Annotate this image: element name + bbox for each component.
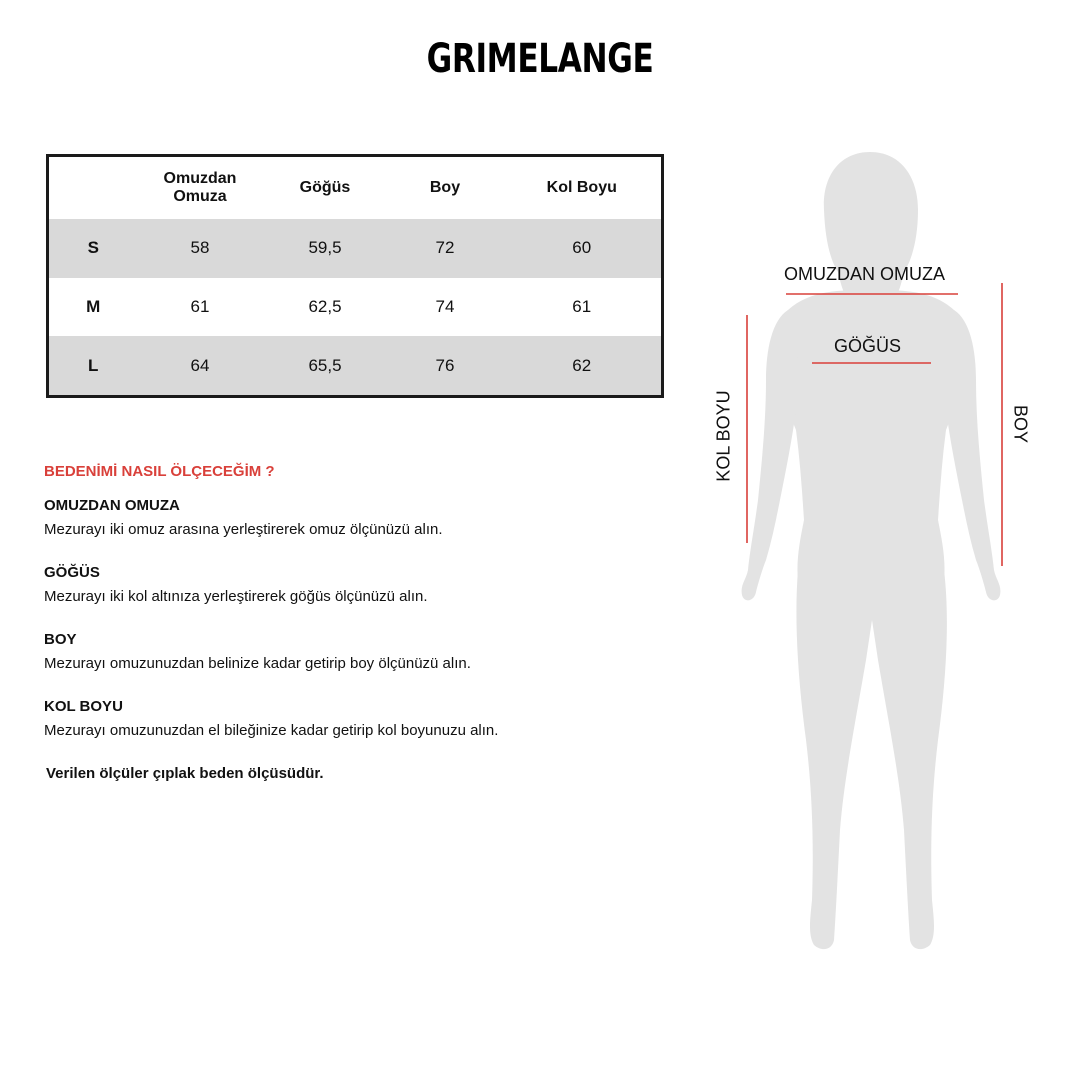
footnote: Verilen ölçüler çıplak beden ölçüsüdür. [46,765,324,782]
chest-value: 62,5 [308,296,342,316]
shoulder-label: OMUZDAN OMUZA [784,264,945,284]
section-text: Mezurayı iki kol altınıza yerleştirerek göğüs ölçünüzü alın. [44,588,428,605]
chest-value: 59,5 [308,238,342,258]
guide-section-sleeve [44,697,664,741]
length-value: 74 [435,296,455,316]
guide-section-length [44,630,664,674]
size-label: M [86,296,101,316]
table-row [48,278,663,337]
header-shoulder-label: Omuzdan Omuza [163,170,237,205]
sleeve-value: 62 [572,355,592,375]
body-silhouette [700,140,1060,960]
size-label: S [87,238,99,258]
header-shoulder [138,156,263,220]
section-title: OMUZDAN OMUZA [44,497,180,514]
measurement-guide [44,462,664,784]
length-value: 72 [435,238,455,258]
shoulder-value: 58 [190,238,210,258]
table-header-row [48,156,663,220]
size-chart-table [46,154,664,398]
chest-value: 65,5 [308,355,342,375]
body-measurement-figure [700,140,1060,960]
section-title: KOL BOYU [44,698,123,715]
height-label: BOY [1010,404,1031,444]
section-title: BOY [44,631,77,648]
guide-section-shoulder [44,496,664,540]
section-title: GÖĞÜS [44,564,100,581]
shoulder-value: 64 [190,355,210,375]
guide-section-chest [44,563,664,607]
header-sleeve: Kol Boyu [546,179,617,196]
section-text: Mezurayı omuzunuzdan el bileğinize kadar getirip kol boyunuzu alın. [44,722,499,739]
header-size [48,156,138,220]
sleeve-value: 60 [572,238,592,258]
header-chest: Göğüs [299,179,351,196]
shoulder-value: 61 [190,296,210,316]
guide-title: BEDENİMİ NASIL ÖLÇECEĞİM ? [44,463,275,480]
table-row [48,219,663,278]
chest-label: GÖĞÜS [834,336,902,356]
size-label: L [88,355,99,375]
sleeve-value: 61 [572,296,592,316]
section-text: Mezurayı iki omuz arasına yerleştirerek omuz ölçünüzü alın. [44,521,443,538]
length-value: 76 [435,355,455,375]
table-row [48,336,663,396]
brand-logo: GRIMELANGE [426,36,654,82]
sleeve-label: KOL BOYU [713,390,734,482]
section-text: Mezurayı omuzunuzdan belinize kadar getirip boy ölçünüzü alın. [44,655,471,672]
header-length: Boy [429,179,461,196]
